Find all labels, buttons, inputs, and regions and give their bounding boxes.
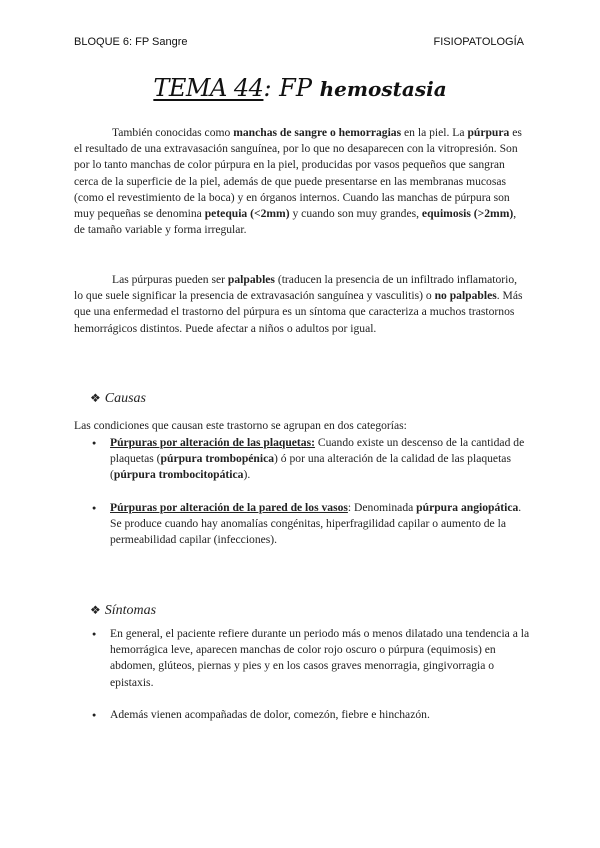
text: . Más que una enfermedad el trastorno del púrpura es un síntoma que caracteriza a muchos trastornos hemorrágicos distintos. Puede afectar a niños o adultos por igual. — [74, 289, 523, 335]
section-heading: Síntomas — [104, 603, 157, 618]
text: y cuando son muy grandes, — [289, 207, 422, 221]
header-right: FISIOPATOLOGÍA — [433, 36, 524, 48]
text: ). — [243, 468, 251, 482]
list-item — [92, 435, 532, 484]
bold-text: púrpura angiopática — [416, 500, 519, 514]
section-sintomas — [90, 603, 156, 619]
text: Cuando existe un descenso de la cantidad de plaquetas ( — [110, 436, 525, 466]
bold-text: palpables — [227, 273, 275, 286]
list-item: ● Además vienen acompañadas de dolor, comezón, fiebre e hinchazón. — [92, 707, 532, 723]
bold-text: equimosis (>2mm) — [421, 207, 514, 221]
page-title — [0, 74, 600, 102]
bold-text: petequia (<2mm) — [204, 207, 290, 221]
bold-text: púrpura trombocitopática — [113, 468, 244, 482]
underlined-term: Púrpuras por alteración de la pared de los vasos — [110, 500, 348, 514]
bold-text: púrpura — [467, 126, 510, 139]
text: en la piel. La — [401, 126, 468, 139]
causas-intro: Las condiciones que causan este trastorno se agrupan en dos categorías: — [74, 419, 407, 432]
list-item — [92, 500, 532, 549]
diamond-cluster-icon: ❖ — [90, 391, 101, 405]
text: Las púrpuras pueden ser — [112, 273, 228, 286]
bold-text: púrpura trombopénica — [160, 452, 275, 466]
text: es el resultado de una extravasación sanguínea, por lo que no desaparecen con la vitropresión. Son por lo tanto manchas de color púrpura en la piel, producidas por vasos pequeños que sangran cerca de la superficie de la piel, además de que puede presentarse en las membranas mucosas (como el revestimiento de la boca) y en órganos internos. Cuando las manchas de púrpura son muy pequeñas se denomina — [74, 126, 522, 221]
text: (traducen la presencia de un infiltrado inflamatorio, lo que suele significar la presencia de extravasación sanguínea y vasculitis) o — [74, 273, 518, 303]
text: . Se produce cuando hay anomalías congénitas, hiperfragilidad capilar o aumento de la permeabilidad capilar (infecciones). — [110, 500, 522, 547]
bold-text: manchas de sangre o hemorragias — [233, 126, 402, 139]
causas-list — [92, 435, 532, 548]
text: , de tamaño variable y forma irregular. — [74, 207, 517, 237]
title-topic: TEMA 44 — [153, 74, 264, 102]
list-item: ● En general, el paciente refiere durante un periodo más o menos dilatado una tendencia a la hemorrágica leve, aparecen manchas de color rojo oscuro o púrpura (equimosis) en abdomen, glúteos, piernas y pies y en los casos graves menorragia, gingivorragia o epistaxis. — [92, 626, 532, 691]
diamond-cluster-icon: ❖ — [90, 603, 101, 617]
text: También conocidas como — [112, 126, 234, 139]
paragraph-intro — [74, 125, 528, 238]
paragraph-palpables — [74, 272, 528, 337]
section-heading: Causas — [104, 391, 146, 406]
title-separator: : FP — [263, 74, 320, 102]
header-left: BLOQUE 6: FP Sangre — [74, 36, 188, 48]
section-causas — [90, 391, 146, 407]
underlined-term: Púrpuras por alteración de las plaquetas: — [110, 436, 315, 449]
sintomas-list — [92, 626, 532, 723]
text: ) ó por una alteración de la calidad de las plaquetas ( — [110, 452, 511, 482]
text: : Denominada — [347, 500, 417, 514]
title-subject: hemostasia — [319, 77, 447, 101]
bold-text: no palpables — [434, 289, 497, 303]
